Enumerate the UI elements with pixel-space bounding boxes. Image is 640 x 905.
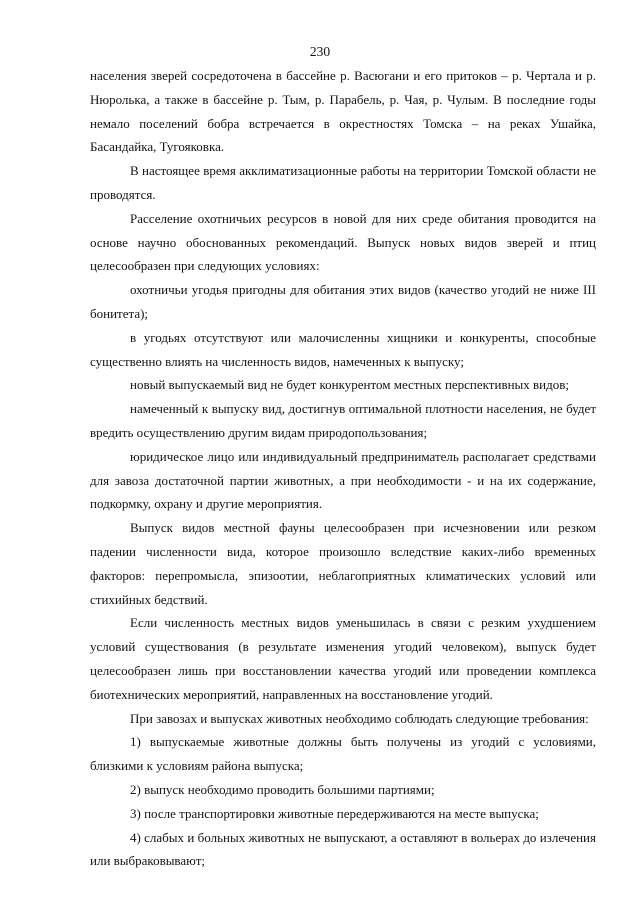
condition-item: новый выпускаемый вид не будет конкурентом местных перспективных видов; <box>130 377 569 393</box>
page-number: 230 <box>309 44 331 59</box>
requirement-item: 3) после транспортировки животные передерживаются на месте выпуска; <box>130 805 539 821</box>
requirement-item: 1) выпускаемые животные должны быть получены из угодий с условиями, близкими к условиям района выпуска; <box>90 734 596 774</box>
condition-item: охотничьи угодья пригодны для обитания этих видов (качество угодий не ниже III бонитета); <box>90 282 596 321</box>
paragraph-continuation: населения зверей сосредоточена в бассейне р. Васюгани и его притоков – р. Чертала и р. Нюролька, а также в бассейне р. Тым, р. Парабель, р. Чая, р. Чулым. В последние годы немало поселений бобра встречается в окрестностях Томска – на реках Ушайка, Басандайка, Тугояковка. <box>90 68 596 155</box>
paragraph: При завозах и выпусках животных необходимо соблюдать следующие требования: <box>130 710 589 726</box>
condition-item: намеченный к выпуску вид, достигнув оптимальной плотности населения, не будет вредить осуществлению другим видам природопользования; <box>90 401 596 440</box>
condition-item: в угодьях отсутствуют или малочисленны хищники и конкуренты, способные существенно влиять на численность видов, намеченных к выпуску; <box>90 329 596 369</box>
paragraph: Выпуск видов местной фауны целесообразен при исчезновении или резком падении численности вида, которое произошло вследствие каких-либо временных факторов: перепромысла, эпизоотии, неблагоприятных климатических условий или стихийных бедствий. <box>90 520 596 607</box>
requirement-item: 2) выпуск необходимо проводить большими партиями; <box>130 781 435 797</box>
body-text <box>90 64 596 873</box>
paragraph: Если численность местных видов уменьшилась в связи с резким ухудшением условий существования (в результате изменения угодий человеком), выпуск будет целесообразен лишь при восстановлении качества угодий или проведении комплекса биотехнических мероприятий, направленных на восстановление угодий. <box>90 615 596 702</box>
condition-item: юридическое лицо или индивидуальный предприниматель располагает средствами для завоза достаточной партии животных, а при необходимости - и на их содержание, подкормку, охрану и другие мероприятия. <box>90 448 596 512</box>
paragraph: В настоящее время акклиматизационные работы на территории Томской области не проводятся. <box>90 163 596 202</box>
requirement-item: 4) слабых и больных животных не выпускают, а оставляют в вольерах до излечения или выбраковывают; <box>90 829 596 869</box>
paragraph: Расселение охотничьих ресурсов в новой для них среде обитания проводится на основе научно обоснованных рекомендаций. Выпуск новых видов зверей и птиц целесообразен при следующих условиях: <box>90 210 596 274</box>
